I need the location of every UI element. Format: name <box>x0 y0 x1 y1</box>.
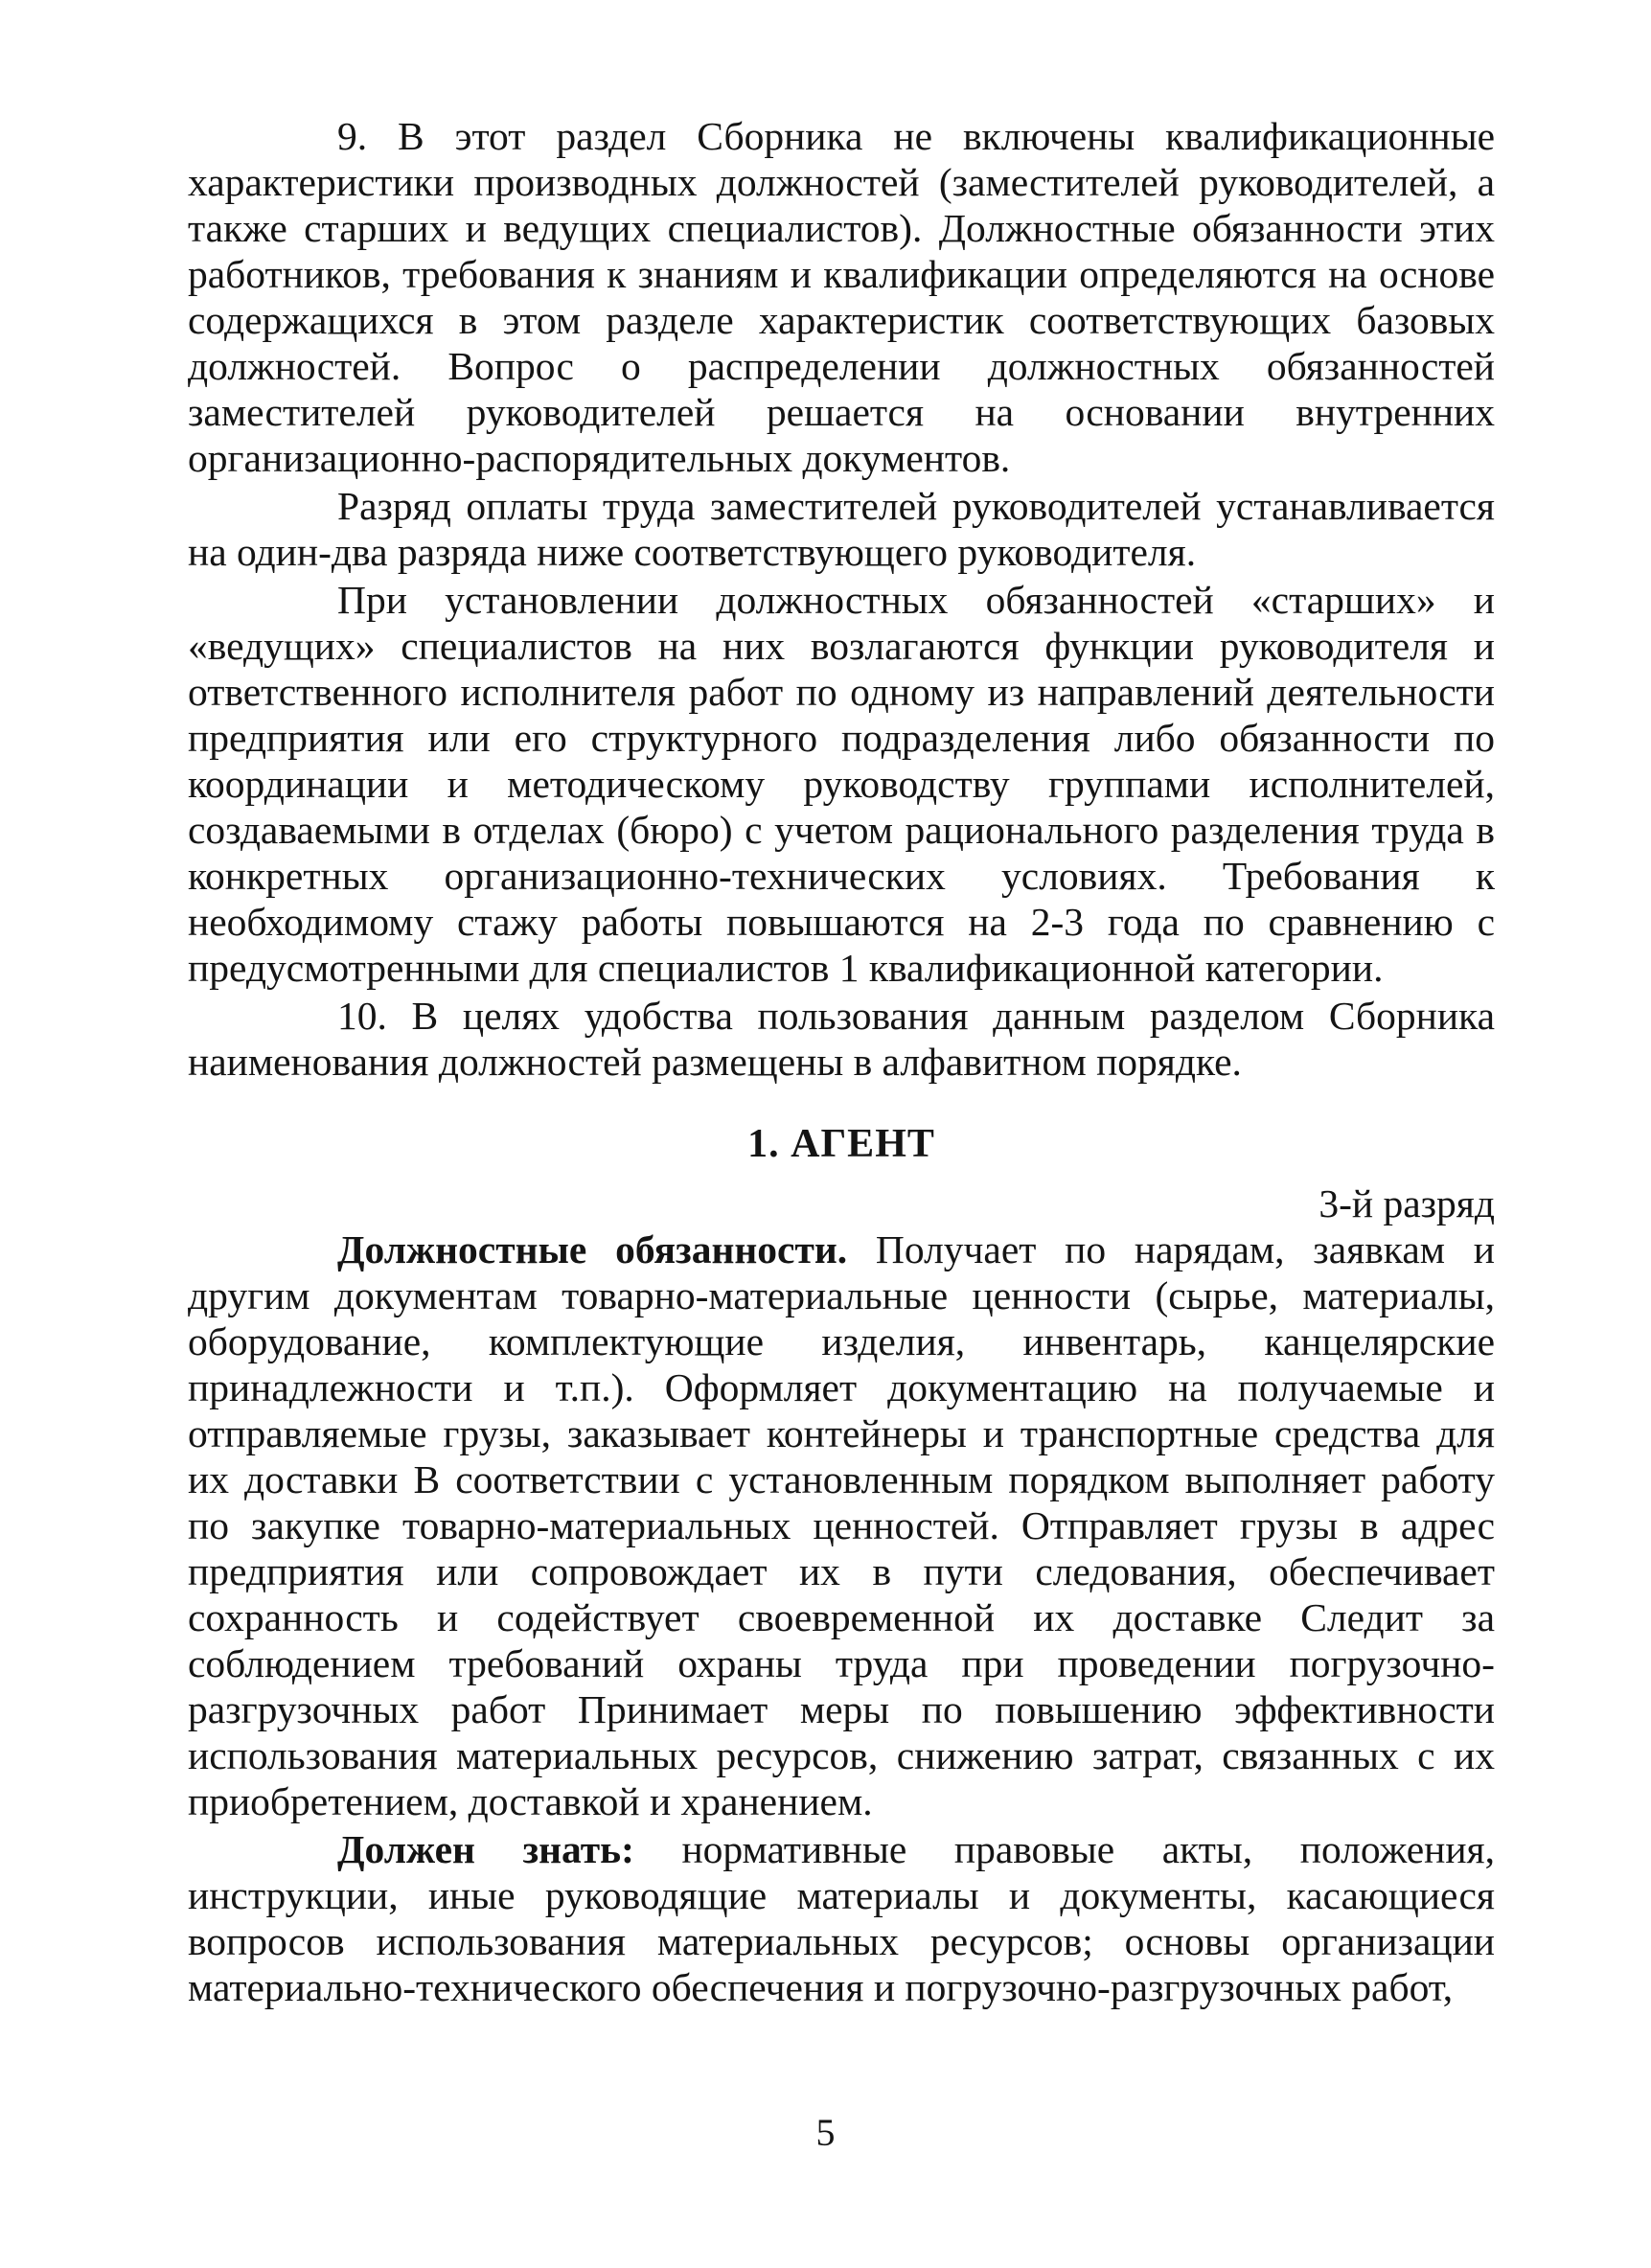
page-body <box>188 113 1495 2010</box>
knowledge-text: нормативные правовые акты, положения, инструкции, иные руководящие материалы и документы, касающиеся вопросов использования материальных ресурсов; основы организации материально-технического обеспечения и погрузочно-разгрузочных работ, <box>188 1827 1496 2009</box>
section-heading: 1. АГЕНТ <box>747 1122 935 1166</box>
paragraph-senior-specialists: При установлении должностных обязанностей «старших» и «ведущих» специалистов на них возлагаются функции руководителя и ответственного исполнителя работ по одному из направлений деятельности предприятия или его структурного подразделения либо обязанности по координации и методическому руководству группами исполнителей, создаваемыми в отделах (бюро) с учетом рационального разделения труда в конкретных организационно-технических условиях. Требования к необходимому стажу работы повышаются на 2-3 года по сравнению с предусмотренными для специалистов 1 квалификационной категории. <box>188 578 1495 990</box>
paragraph-10: 10. В целях удобства пользования данным разделом Сборника наименования должностей размещены в алфавитном порядке. <box>188 994 1495 1084</box>
paragraph-deputy-grade: Разряд оплаты труда заместителей руководителей устанавливается на один-два разряда ниже соответствующего руководителя. <box>188 484 1495 574</box>
paragraph-knowledge <box>188 1826 1495 2010</box>
duties-lead: Должностные обязанности. <box>337 1227 848 1271</box>
duties-text: Получает по нарядам, заявкам и другим документам товарно-материальные ценности (сырье, материалы, оборудование, комплектующие изделия, инвентарь, канцелярские принадлежности и т.п.). Оформляет документацию на получаемые и отправляемые грузы, заказывает контейнеры и транспортные средства для их доставки В соответствии с установленным порядком выполняет работу по закупке товарно-материальных ценностей. Отправляет грузы в адрес предприятия или сопровождает их в пути следования, обеспечивает сохранность и содействует своевременной их доставке Следит за соблюдением требований охраны труда при проведении погрузочно-разгрузочных работ Принимает меры по повышению эффективности использования материальных ресурсов, снижению затрат, связанных с их приобретением, доставкой и хранением. <box>188 1227 1496 1823</box>
paragraph-9: 9. В этот раздел Сборника не включены квалификационные характеристики производных должностей (заместителей руководителей, а также старших и ведущих специалистов). Должностные обязанности этих работников, требования к знаниям и квалификации определяются на основе содержащихся в этом разделе характеристик соответствующих базовых должностей. Вопрос о распределении должностных обязанностей заместителей руководителей решается на основании внутренних организационно-распорядительных документов. <box>188 114 1495 480</box>
paragraph-duties <box>188 1226 1495 1824</box>
page-number: 5 <box>815 2111 836 2154</box>
knowledge-lead: Должен знать: <box>337 1827 634 1871</box>
grade-label: 3-й разряд <box>1319 1181 1495 1226</box>
